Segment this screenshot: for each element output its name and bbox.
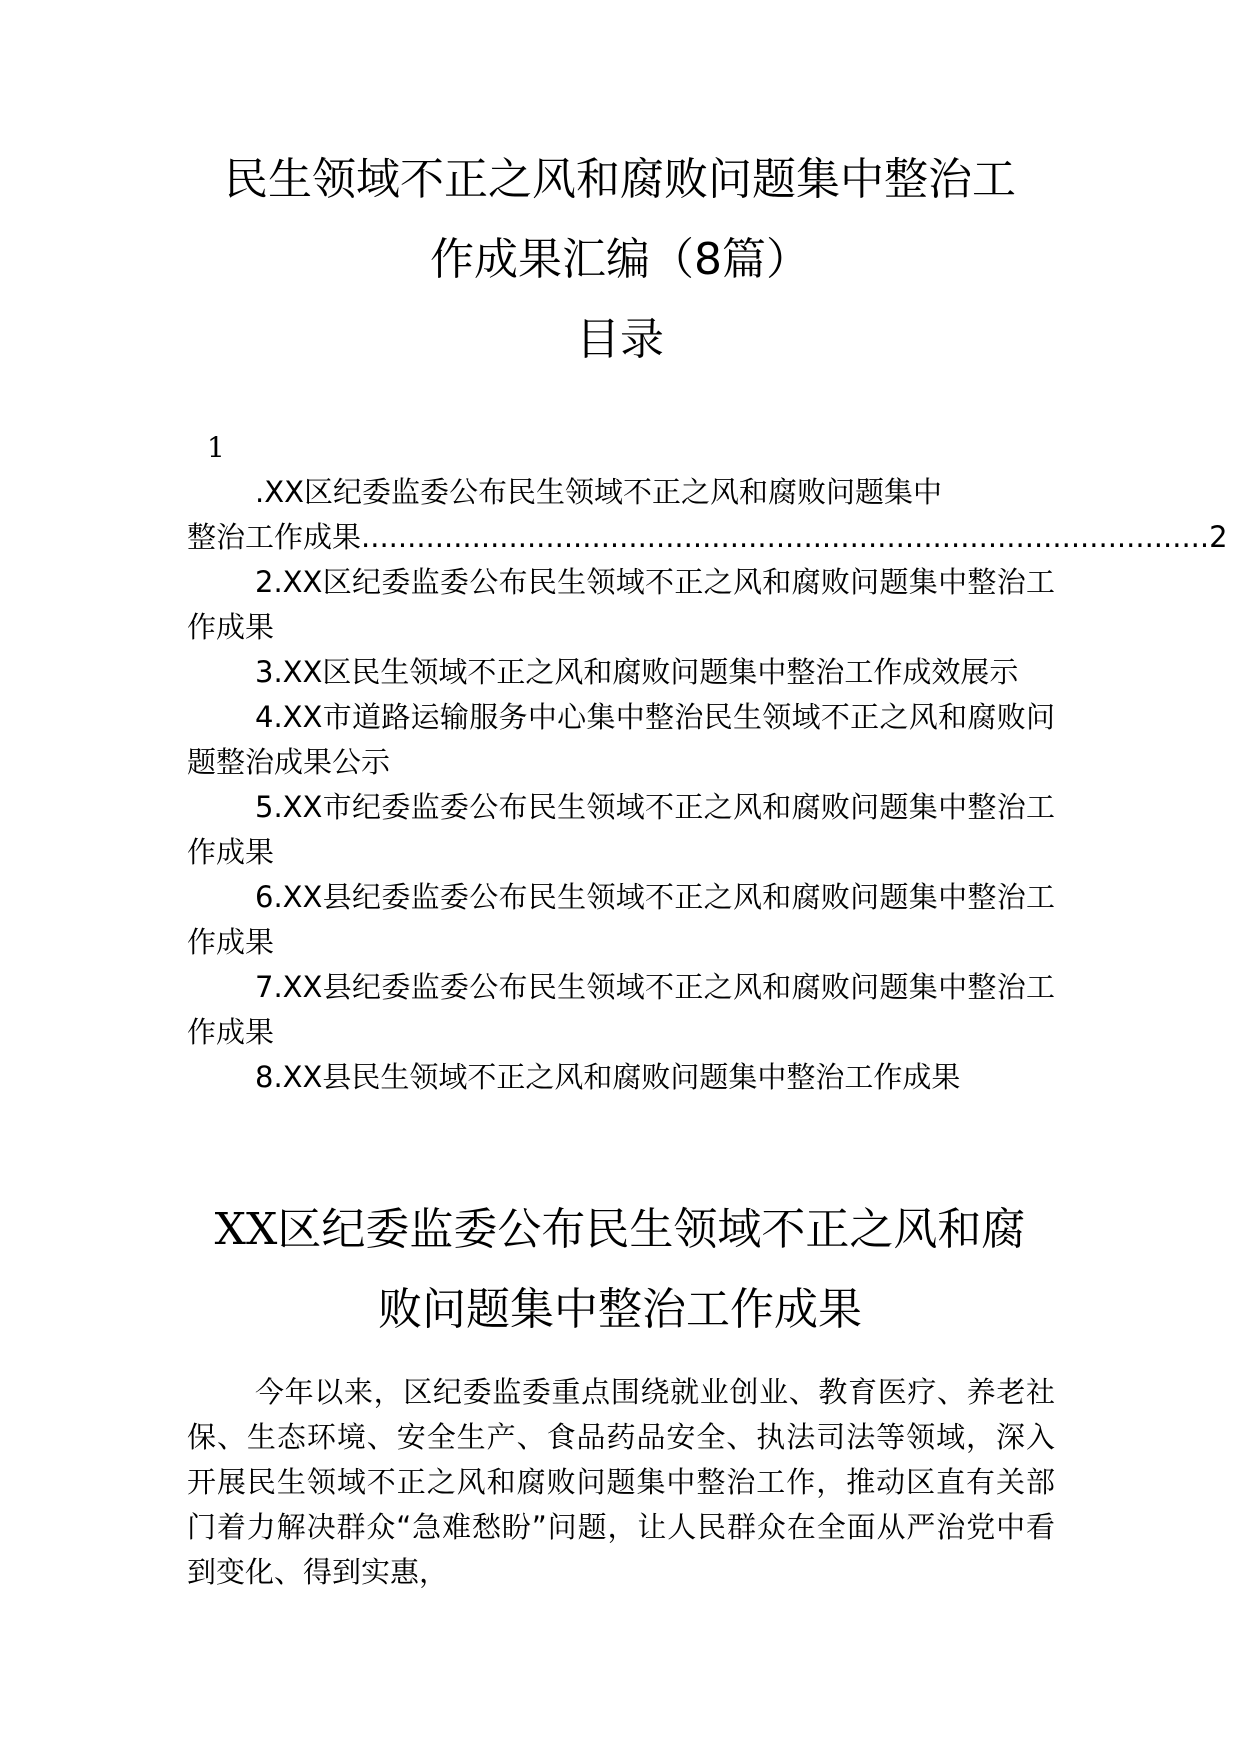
toc-item-4[interactable]: 4.XX市道路运输服务中心集中整治民生领域不正之风和腐败问题整治成果公示 bbox=[187, 700, 1055, 779]
toc-item-1[interactable] bbox=[187, 470, 1228, 560]
toc-item-1-leader-row bbox=[187, 515, 1228, 560]
document-title-line-1: 民生领域不正之风和腐败问题集中整治工 bbox=[224, 154, 1016, 205]
toc-item-5[interactable]: 5.XX市纪委监委公布民生领域不正之风和腐败问题集中整治工作成果 bbox=[187, 790, 1055, 869]
section-title-latin: XX bbox=[214, 1204, 278, 1255]
body-paragraph: 今年以来，区纪委监委重点围绕就业创业、教育医疗、养老社保、生态环境、安全生产、食品药品安全、执法司法等领域，深入开展民生领域不正之风和腐败问题集中整治工作，推动区直有关部门着力解决群众“急难愁盼”问题，让人民群众在全面从严治党中看到变化、得到实惠， bbox=[187, 1375, 1055, 1589]
toc-page-marker: 1 bbox=[207, 431, 225, 464]
section-title-line-1-rest: 区纪委监委公布民生领域不正之风和腐 bbox=[277, 1204, 1026, 1255]
section-title-line-2: 败问题集中整治工作成果 bbox=[378, 1284, 862, 1335]
toc-item-1-line-2: 整治工作成果 bbox=[187, 520, 362, 554]
toc-item-3[interactable]: 3.XX区民生领域不正之风和腐败问题集中整治工作成效展示 bbox=[255, 655, 1019, 689]
toc-leader-dots: ............................................................................................ bbox=[361, 520, 1210, 554]
toc-item-7[interactable]: 7.XX县纪委监委公布民生领域不正之风和腐败问题集中整治工作成果 bbox=[187, 970, 1055, 1049]
toc-heading: 目录 bbox=[576, 314, 664, 365]
table-of-contents bbox=[187, 470, 1228, 1100]
toc-item-2[interactable]: 2.XX区纪委监委公布民生领域不正之风和腐败问题集中整治工作成果 bbox=[187, 565, 1055, 644]
toc-item-8[interactable]: 8.XX县民生领域不正之风和腐败问题集中整治工作成果 bbox=[255, 1060, 961, 1094]
section-title-line-1 bbox=[150, 1200, 1090, 1260]
toc-item-6[interactable]: 6.XX县纪委监委公布民生领域不正之风和腐败问题集中整治工作成果 bbox=[187, 880, 1055, 959]
toc-item-1-page-number: 2 bbox=[1209, 520, 1228, 554]
document-title-line-2: 作成果汇编（8篇） bbox=[430, 234, 810, 285]
toc-item-1-line-1: .XX区纪委监委公布民生领域不正之风和腐败问题集中 bbox=[255, 475, 942, 509]
